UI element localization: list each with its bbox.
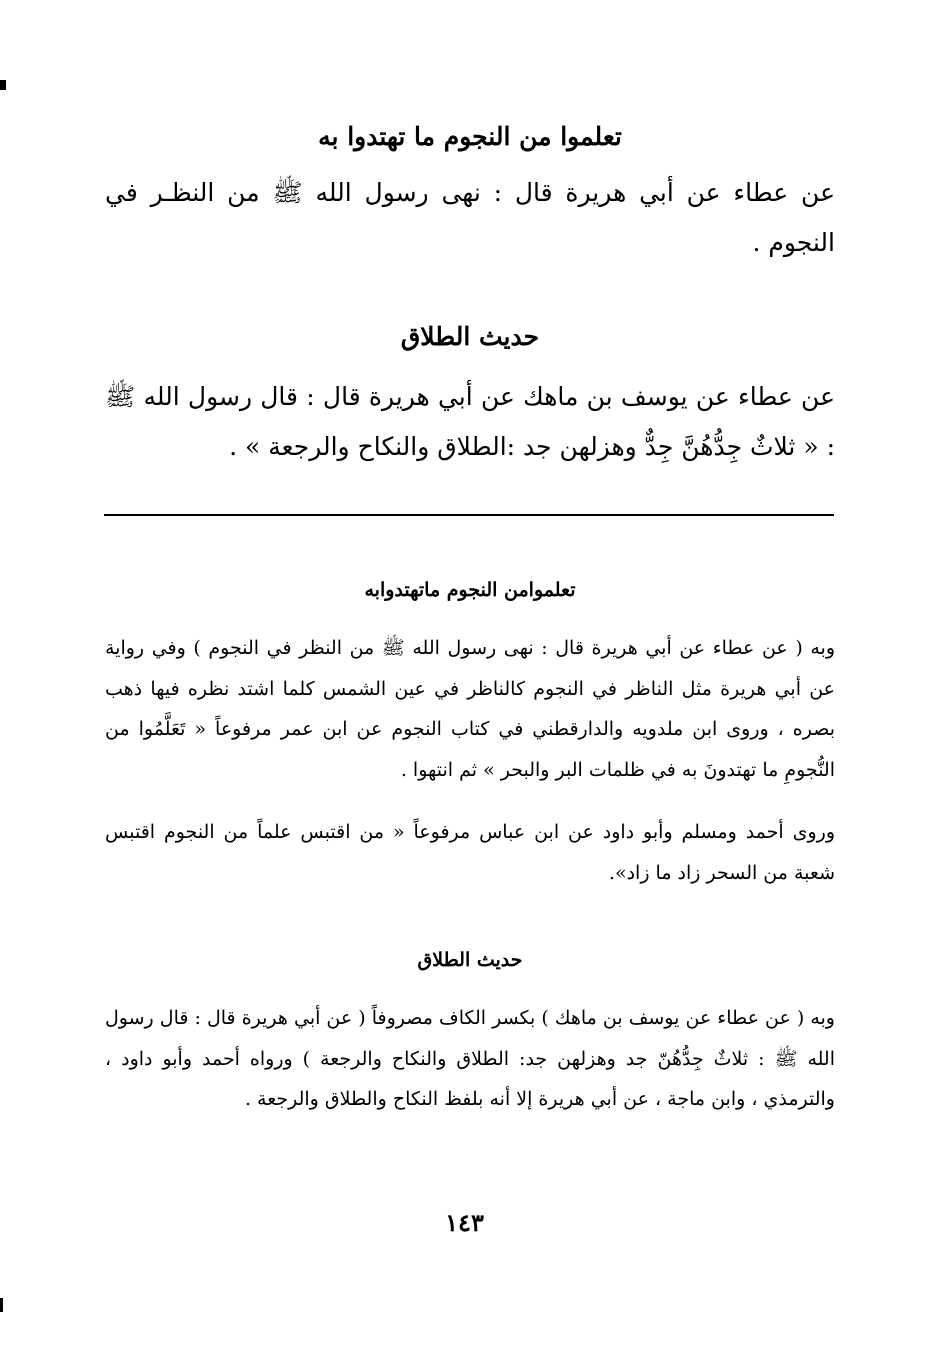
paragraph-stars-1: عن عطاء عن أبي هريرة قال : نهى رسول الله ﷺ من النظـر في النجوم . — [105, 178, 835, 257]
scan-mark-bottom — [0, 1298, 3, 1312]
page-number: ١٤٣ — [445, 1208, 484, 1237]
heading-learn-stars-1: تعلموا من النجوم ما تهتدوا به — [318, 122, 622, 151]
scan-mark-top — [0, 80, 6, 90]
heading-divorce-2: حديث الطلاق — [417, 949, 523, 971]
paragraph-stars-2: وبه ( عن عطاء عن أبي هريرة قال : نهى رسول الله ﷺ من النظر في النجوم ) وفي رواية عن أبي هريرة مثل الناظر في النجوم كالناظر في عين الشمس كلما اشتد نظره فيها ذهب بصره ، وروى ابن ملدويه والدارقطني في كتاب النجوم عن ابن عمر مرفوعاً « تَعَلَّمُوا من النُّجومِ ما تهتدونَ به في ظلمات البر والبحر » ثم انتهوا . — [105, 637, 835, 781]
heading-divorce-1: حديث الطلاق — [400, 322, 540, 351]
paragraph-divorce-2: وبه ( عن عطاء عن يوسف بن ماهك ) بكسر الكاف مصروفاً ( عن أبي هريرة قال : قال رسول الله ﷺ : ثلاثٌ جِدُّهُنّ جد وهزلهن جد: الطلاق والنكاح والرجعة ) ورواه أحمد وأبو داود ، والترمذي ، وابن ماجة ، عن أبي هريرة إلا أنه بلفظ النكاح والطلاق والرجعة . — [105, 1007, 835, 1110]
paragraph-stars-3: وروى أحمد ومسلم وأبو داود عن ابن عباس مرفوعاً « من اقتبس علماً من النجوم اقتبس شعبة من السحر زاد ما زاد». — [105, 821, 835, 884]
paragraph-divorce-1: عن عطاء عن يوسف بن ماهك عن أبي هريرة قال : قال رسول الله ﷺ : « ثلاثٌ جِدُّهُنَّ جِدٌّ وهزلهن جد :الطلاق والنكاح والرجعة » . — [105, 382, 835, 461]
heading-learn-stars-2: تعلموامن النجوم ماتهتدوابه — [364, 579, 576, 601]
section-divider — [104, 514, 834, 516]
